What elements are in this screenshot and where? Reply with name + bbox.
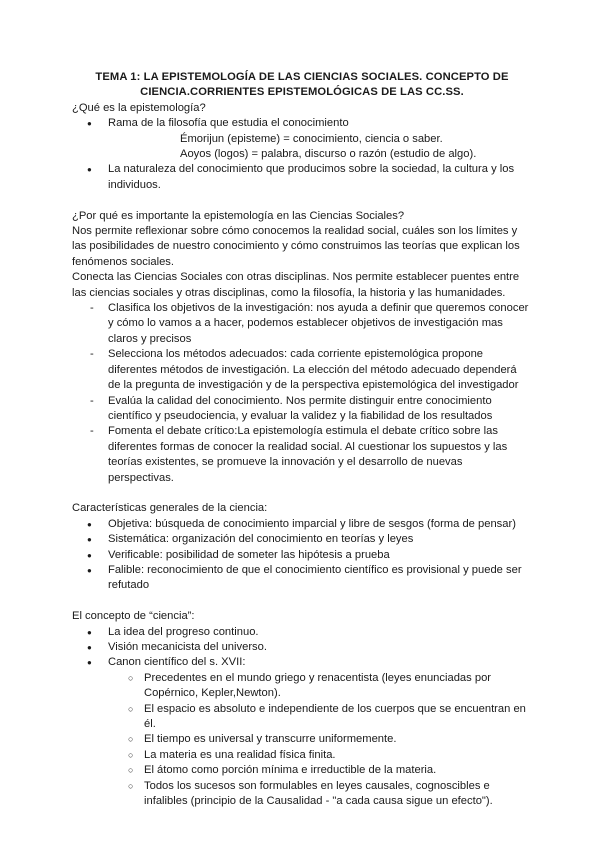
section-heading-concepto-ciencia: El concepto de “ciencia”: [72,610,195,623]
bullet-item: ● Visión mecanicista del universo. [72,640,532,655]
document-page [72,70,532,809]
sub-line: Émorijun (episteme) = conocimiento, ciencia o saber. [180,132,443,145]
dash-text: Fomenta el debate crítico:La epistemología estimula el debate crítico sobre las diferentes formas de conocer la realidad social. Al cuestionar los supuestos y las teorías existentes, se promueve la innovación y el desarrollo de nuevas [108,425,508,469]
bullet-item: ● Canon científico del s. XVII: [72,655,532,670]
bullet-item: ● La naturaleza del conocimiento que producimos sobre la sociedad, la cultura y los individuos. [72,162,532,193]
bullet-item: ● Verificable: posibilidad de someter las hipótesis a prueba [72,548,532,563]
sub-bullet-item: ○ Todos los sucesos son formulables en leyes causales, cognoscibles e infalibles (principio de la Causalidad - "a cada causa sigue un efecto"). [72,779,532,810]
dash-text-continuation: perspectivas. [108,471,174,484]
document-title [72,70,532,101]
bullet-item [72,116,532,162]
title-line-2: CIENCIA.CORRIENTES EPISTEMOLÓGICAS DE LAS CC.SS. [140,86,464,99]
section-heading-caracteristicas: Características generales de la ciencia: [72,502,268,515]
sub-bullet-item: ○ Precedentes en el mundo griego y renacentista (leyes enunciadas por Copérnico, Kepler,Newton). [72,671,532,702]
bullet-text: Rama de la filosofía que estudia el conocimiento [108,117,349,130]
sub-bullet-list [72,671,532,810]
sub-bullet-item: ○ El espacio es absoluto e independiente de los cuerpos que se encuentran en él. [72,702,532,733]
paragraph: Nos permite reflexionar sobre cómo conocemos la realidad social, cuáles son los límites y las posibilidades de nuestro conocimiento y cómo construimos las teorías que explican los fenómenos sociales. [72,225,520,268]
sub-bullet-item: ○ La materia es una realidad física finita. [72,748,532,763]
bullet-item: ● Falible: reconocimiento de que el conocimiento científico es provisional y puede ser refutado [72,563,532,594]
bullet-item: ● Objetiva: búsqueda de conocimiento imparcial y libre de sesgos (forma de pensar) [72,517,532,532]
bullet-item: ● Sistemática: organización del conocimiento en teorías y leyes [72,532,532,547]
dash-item: - Evalúa la calidad del conocimiento. Nos permite distinguir entre conocimiento científico y pseudociencia, y evaluar la validez y la fiabilidad de los resultados [72,394,532,425]
dash-item: - Clasifica los objetivos de la investigación: nos ayuda a definir que queremos conocer y cómo lo vamos a a hacer, podemos establecer objetivos de investigación mas claros y precisos [72,301,532,347]
title-line-1: TEMA 1: LA EPISTEMOLOGÍA DE LAS CIENCIAS SOCIALES. CONCEPTO DE [95,71,509,83]
bullet-item: ● La idea del progreso continuo. [72,625,532,640]
bullet-list [72,116,532,193]
sub-bullet-item: ○ El átomo como porción mínima e irreductible de la materia. [72,763,532,778]
bullet-list [72,625,532,671]
sub-bullet-item: ○ El tiempo es universal y transcurre uniformemente. [72,732,532,747]
sub-line: Aoyos (logos) = palabra, discurso o razón (estudio de algo). [180,148,477,161]
dash-item: - Selecciona los métodos adecuados: cada corriente epistemológica propone diferentes métodos de investigación. La elección del método adecuado dependerá de la pregunta de investigación y de la perspectiva epistemológica del investigador [72,347,532,393]
bullet-list [72,517,532,594]
paragraph: Conecta las Ciencias Sociales con otras disciplinas. Nos permite establecer puentes entre las ciencias sociales y otras disciplinas, como la filosofía, la historia y las humanidades. [72,271,520,299]
section-heading-importancia: ¿Por qué es importante la epistemología en las Ciencias Sociales? [72,209,405,222]
dash-item [72,424,532,486]
dash-list [72,301,532,486]
section-heading-epistemologia: ¿Qué es la epistemología? [72,101,206,114]
